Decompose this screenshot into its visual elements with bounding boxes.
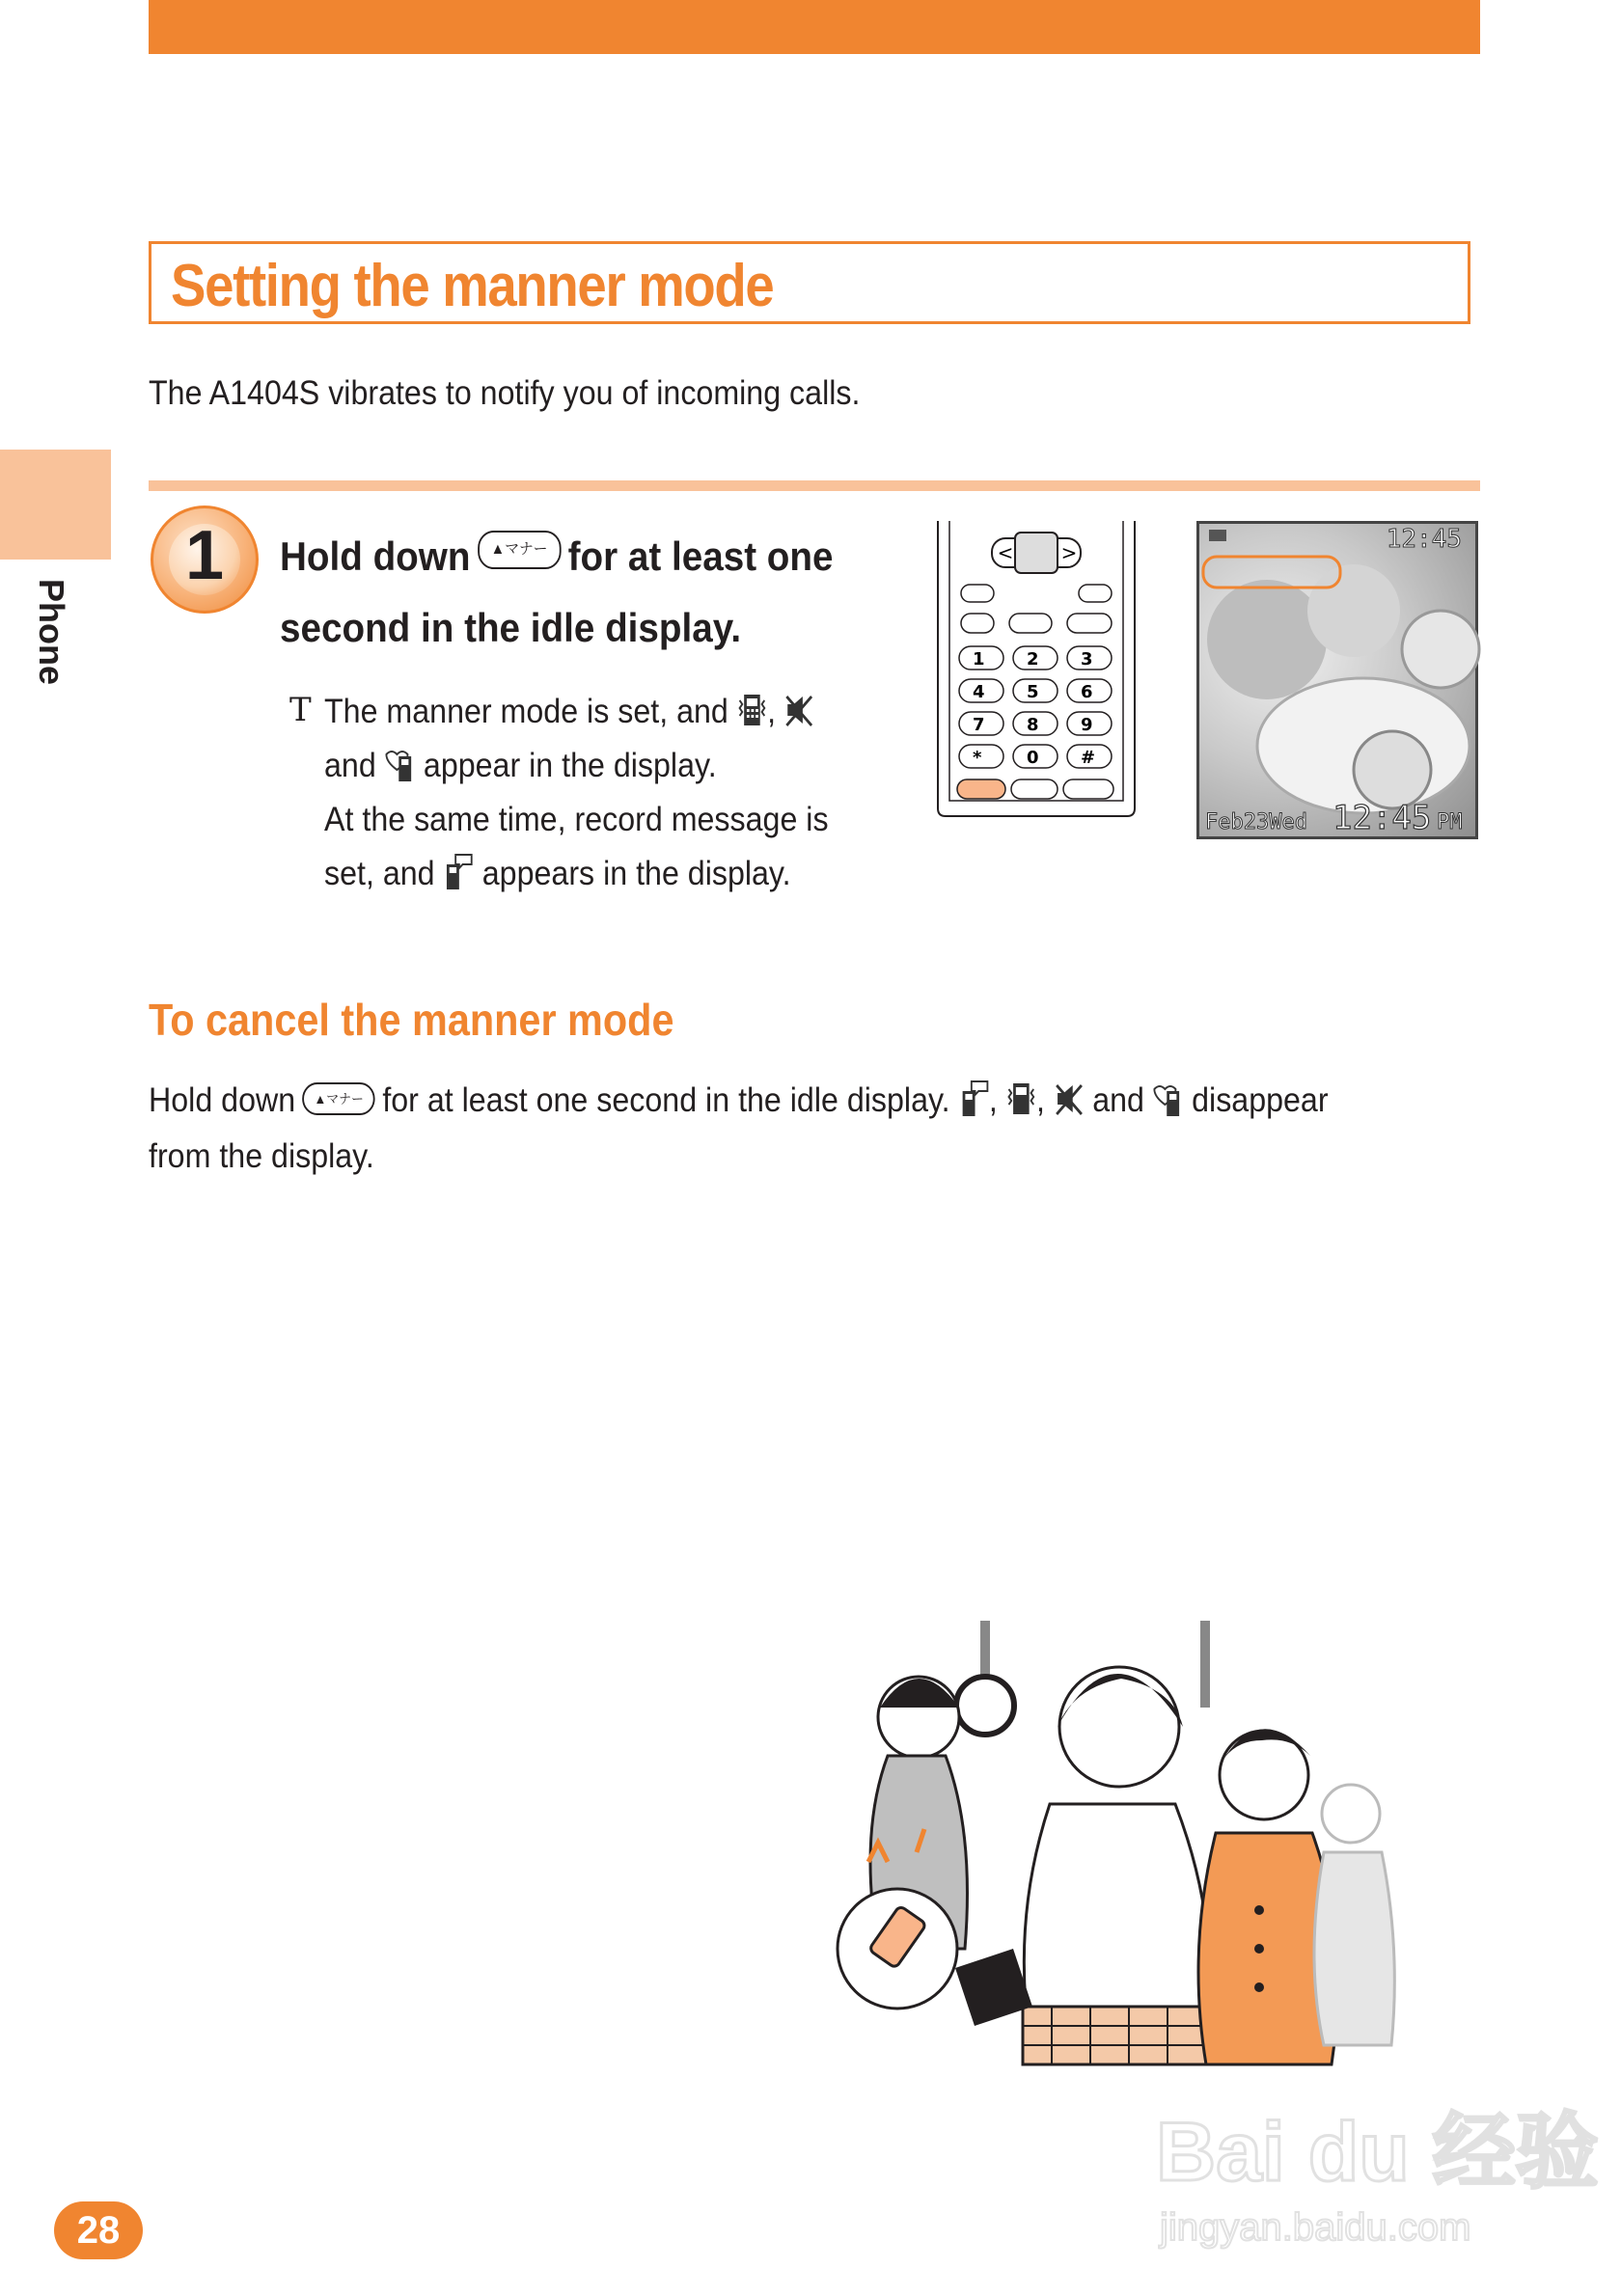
intro-text: The A1404S vibrates to notify you of incoming calls. (149, 374, 861, 412)
side-tab (0, 450, 111, 560)
mute-icon-2 (1054, 1078, 1084, 1120)
note-text-5: At the same time, record message is set, and (324, 801, 829, 892)
step-heading-part2: for at least one second in the idle display. (280, 533, 834, 650)
cancel-text (149, 1073, 1383, 1185)
keypad-key-label: 2 (1027, 649, 1039, 670)
section-title-box (149, 241, 1470, 324)
note-text-6: appears in the display. (481, 855, 791, 892)
record-message-icon-2 (959, 1078, 989, 1120)
mute-icon (784, 689, 814, 731)
manner-key-icon-2: ▲マナー (303, 1082, 375, 1115)
note-text-1: The manner mode is set, and (324, 693, 728, 730)
note-text-3: and (324, 747, 376, 784)
cancel-text-6: disappear from the display. (149, 1081, 1329, 1175)
keypad-key-label: 9 (1081, 715, 1093, 735)
side-tab-label: Phone (32, 579, 71, 686)
manner-mode-icon-2 (1153, 1078, 1183, 1120)
keypad-key-label: 8 (1027, 715, 1039, 735)
keypad-key-label: 0 (1027, 748, 1039, 768)
note-text-2: , (767, 693, 777, 730)
record-message-icon (444, 851, 474, 893)
manner-mode-icon (385, 743, 415, 785)
watermark-brand: Bai du 经验 (1156, 2106, 1599, 2199)
keypad-key-label: 7 (973, 715, 985, 735)
lcd-time-big: 12:45 (1333, 799, 1432, 837)
cancel-text-3: , (988, 1081, 998, 1119)
svg-text:>: > (1060, 541, 1078, 564)
step-note (324, 685, 874, 901)
bullet-mark: T (289, 691, 312, 729)
phone-keypad-illustration (934, 521, 1139, 818)
vibrate-icon-2 (1006, 1078, 1036, 1120)
watermark-url: jingyan.baidu.com (1160, 2206, 1471, 2249)
manner-key-icon: ▲マナー (478, 531, 561, 569)
cancel-text-4: , (1036, 1081, 1046, 1119)
cancel-text-5: and (1092, 1081, 1144, 1119)
lcd-date: Feb23Wed (1205, 810, 1307, 834)
cancel-heading: To cancel the manner mode (149, 995, 674, 1045)
step-number: 1 (184, 517, 225, 594)
vibrate-icon (737, 689, 767, 731)
step-number-badge (151, 506, 259, 614)
step-heading-part1: Hold down (280, 533, 471, 579)
watermark-logo (1154, 2105, 1599, 2259)
idle-display-screenshot (1196, 521, 1478, 839)
keypad-key-label: 6 (1081, 682, 1093, 702)
keypad-key-label: 4 (973, 682, 985, 702)
top-accent-bar (149, 0, 1480, 54)
train-passengers-illustration (830, 1621, 1428, 2084)
lcd-time-top: 12:45 (1386, 525, 1462, 554)
step-divider (149, 480, 1480, 491)
keypad-key-label: 5 (1027, 682, 1039, 702)
page-number: 28 (54, 2201, 143, 2259)
cancel-text-1: Hold down (149, 1081, 296, 1119)
keypad-key-label: 3 (1081, 649, 1093, 670)
lcd-ampm: PM (1437, 810, 1463, 834)
step-heading (280, 521, 848, 664)
note-text-4: appear in the display. (423, 747, 717, 784)
keypad-key-label: * (973, 748, 982, 768)
keypad-key-label: 1 (973, 649, 985, 670)
svg-text:<: < (997, 541, 1014, 564)
keypad-key-label: # (1081, 748, 1096, 768)
page-title: Setting the manner mode (171, 253, 774, 319)
cancel-text-2: for at least one second in the idle display. (382, 1081, 950, 1119)
